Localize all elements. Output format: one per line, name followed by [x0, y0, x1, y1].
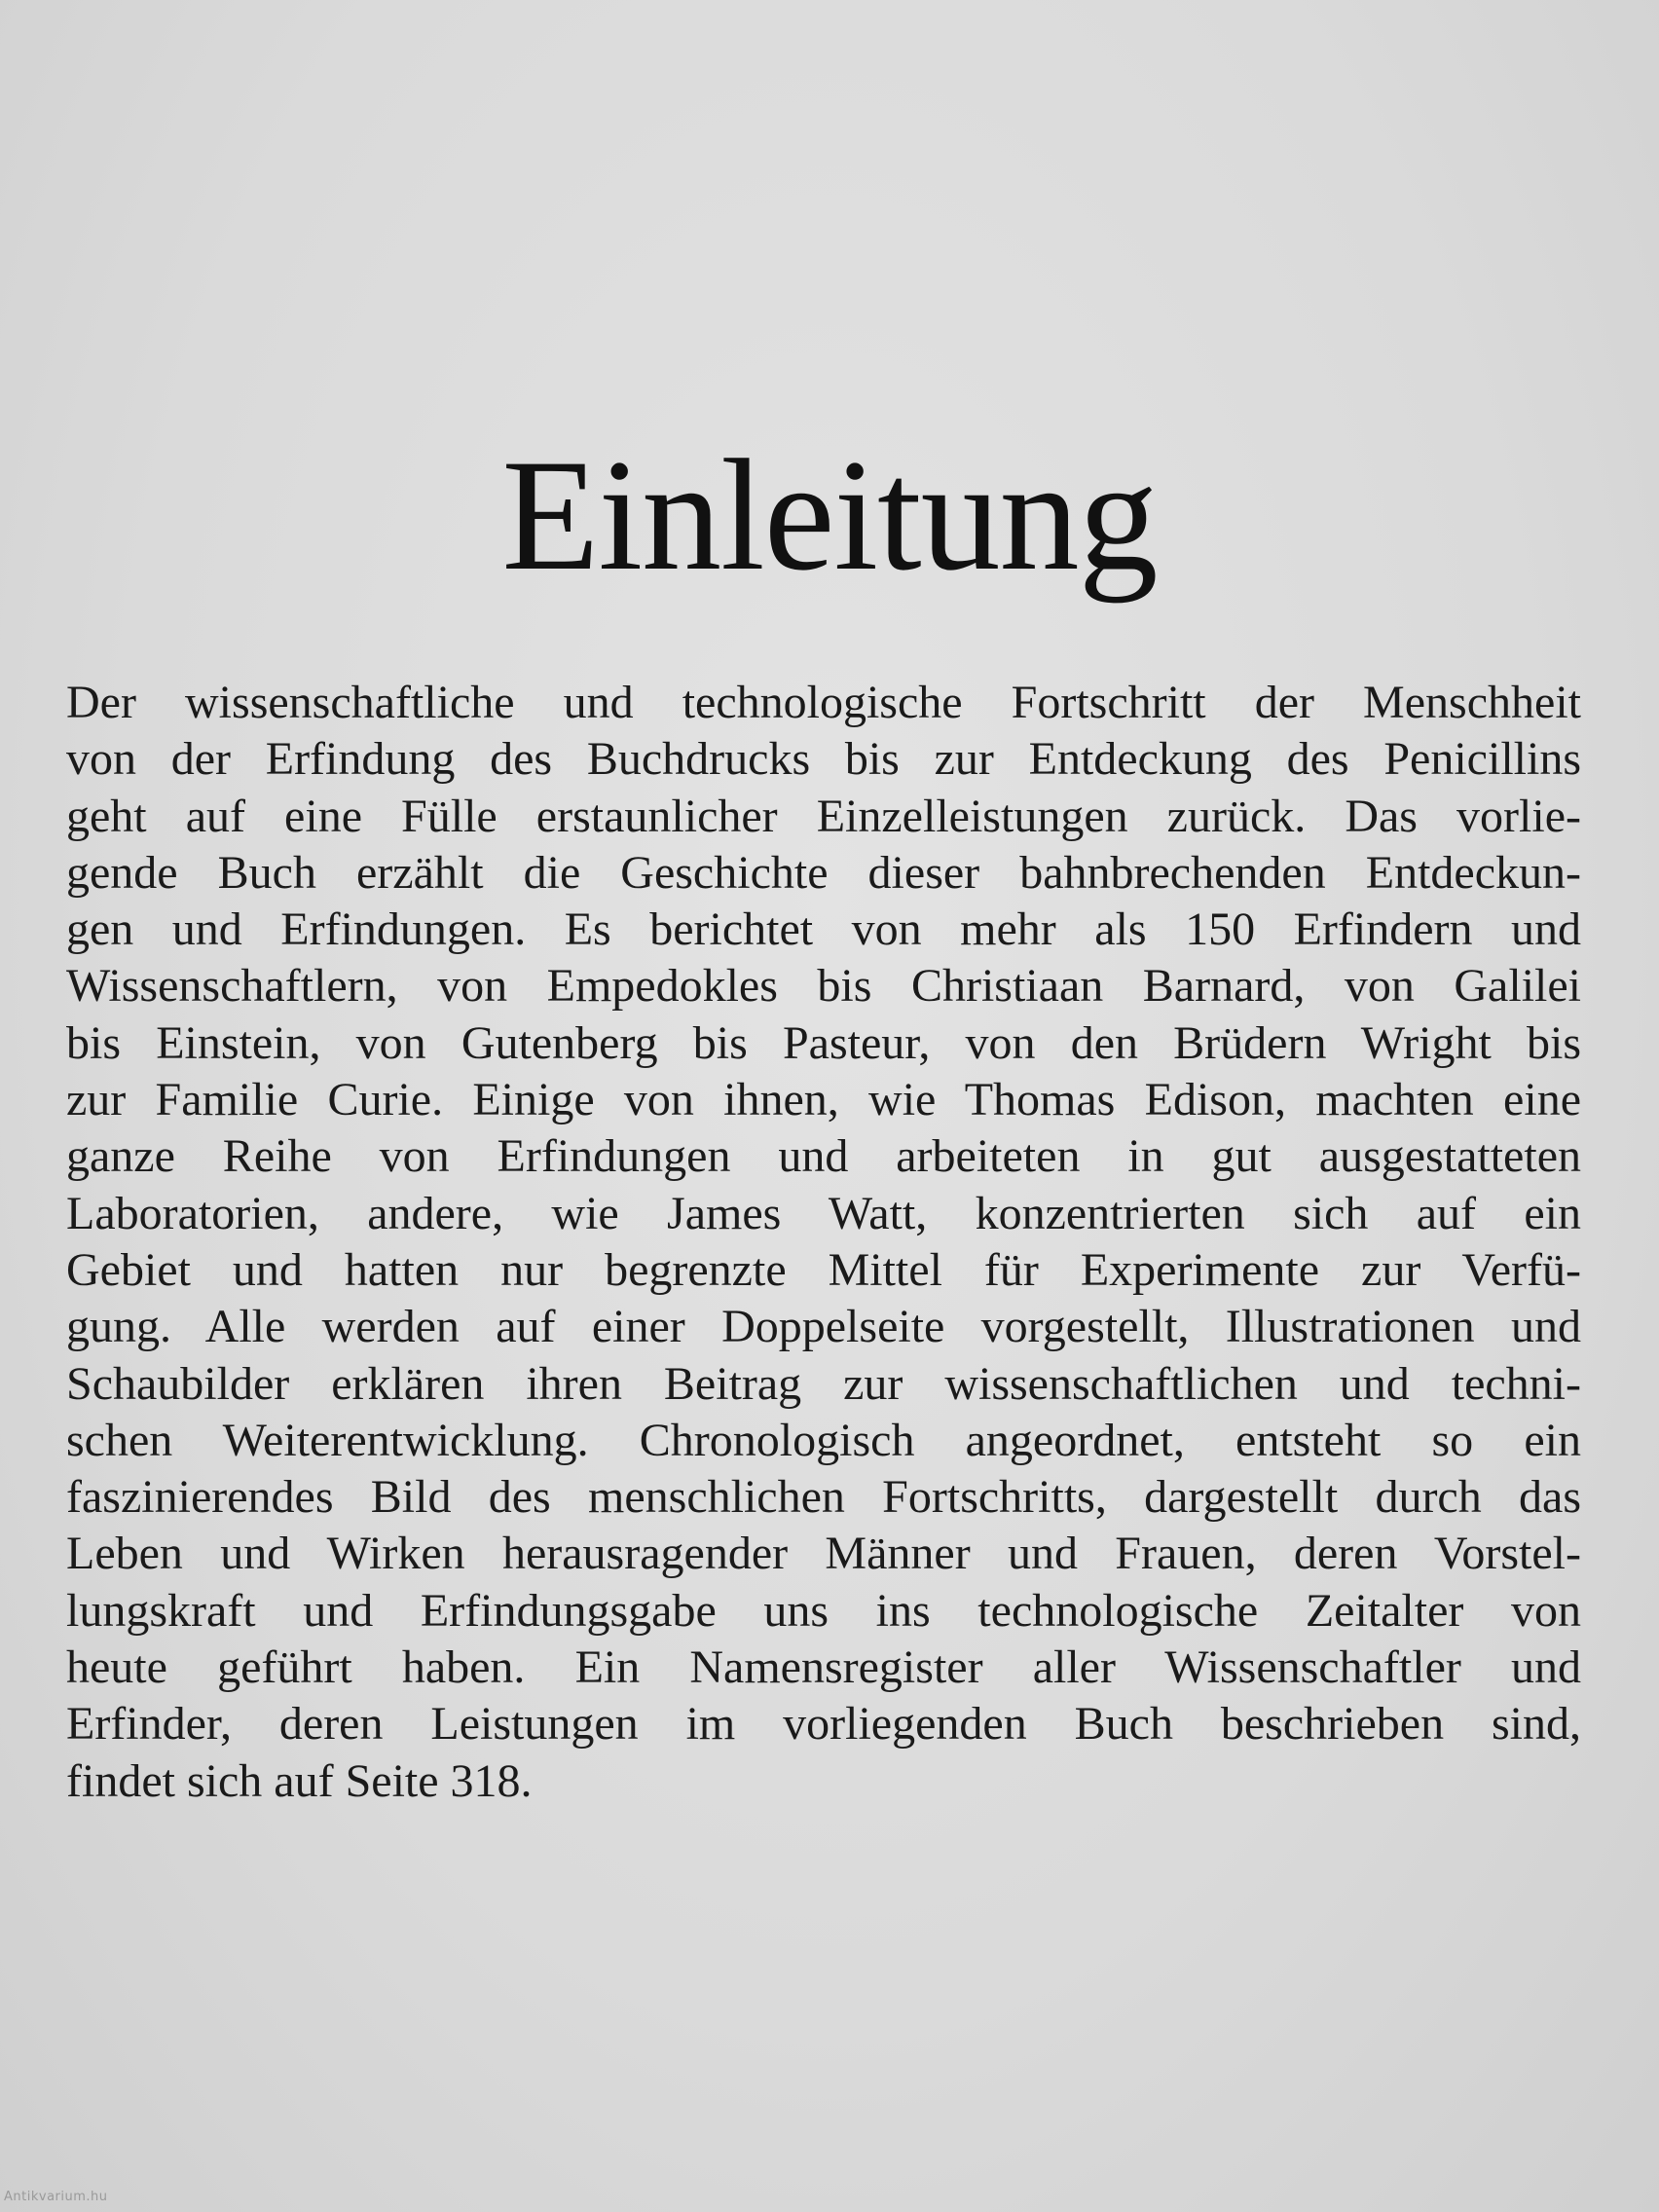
- paragraph-line-4: gende Buch erzählt die Geschichte dieser bahnbrechenden Entdeckun-: [66, 846, 1581, 899]
- paragraph-line-18: heute geführt haben. Ein Namensregister aller Wissenschaftler und: [66, 1641, 1581, 1694]
- paragraph-line-19: Erfinder, deren Leistungen im vorliegenden Buch beschrieben sind,: [66, 1698, 1581, 1751]
- paragraph-line-6: Wissenschaftlern, von Empedokles bis Christiaan Barnard, von Galilei: [66, 960, 1581, 1013]
- paragraph-line-10: Laboratorien, andere, wie James Watt, konzentrierten sich auf ein: [66, 1187, 1581, 1239]
- paragraph-line-1: Der wissenschaftliche und technologische Fortschritt der Menschheit: [66, 677, 1581, 728]
- paragraph-line-12: gung. Alle werden auf einer Doppelseite vorgestellt, Illustrationen und: [66, 1301, 1581, 1353]
- paragraph-line-7: bis Einstein, von Gutenberg bis Pasteur, von den Brüdern Wright bis: [66, 1016, 1581, 1069]
- paragraph-line-8: zur Familie Curie. Einige von ihnen, wie Thomas Edison, machten eine: [66, 1074, 1581, 1126]
- paragraph-line-11: Gebiet und hatten nur begrenzte Mittel für Experimente zur Verfü-: [66, 1243, 1581, 1296]
- paragraph-line-13: Schaubilder erklären ihren Beitrag zur wissenschaftlichen und techni-: [66, 1357, 1581, 1410]
- paragraph-line-5: gen und Erfindungen. Es berichtet von mehr als 150 Erfindern und: [66, 903, 1581, 956]
- paragraph-line-9: ganze Reihe von Erfindungen und arbeiteten in gut ausgestatteten: [66, 1130, 1581, 1183]
- paragraph-line-3: geht auf eine Fülle erstaunlicher Einzelleistungen zurück. Das vorlie-: [66, 790, 1581, 842]
- watermark-text: Antikvarium.hu: [4, 2190, 108, 2204]
- paragraph-line-16: Leben und Wirken herausragender Männer und Frauen, deren Vorstel-: [66, 1528, 1581, 1580]
- paragraph-line-2: von der Erfindung des Buchdrucks bis zur Entdeckung des Penicillins: [66, 733, 1581, 786]
- paragraph-line-17: lungskraft und Erfindungsgabe uns ins technologische Zeitalter von: [66, 1584, 1581, 1637]
- paragraph-line-20: findet sich auf Seite 318.: [66, 1754, 533, 1807]
- introduction-paragraph: [66, 675, 1581, 1810]
- paragraph-line-15: faszinierendes Bild des menschlichen Fortschritts, dargestellt durch das: [66, 1471, 1581, 1524]
- paragraph-line-14: schen Weiterentwicklung. Chronologisch angeordnet, entsteht so ein: [66, 1414, 1581, 1466]
- page-title: Einleitung: [501, 427, 1158, 604]
